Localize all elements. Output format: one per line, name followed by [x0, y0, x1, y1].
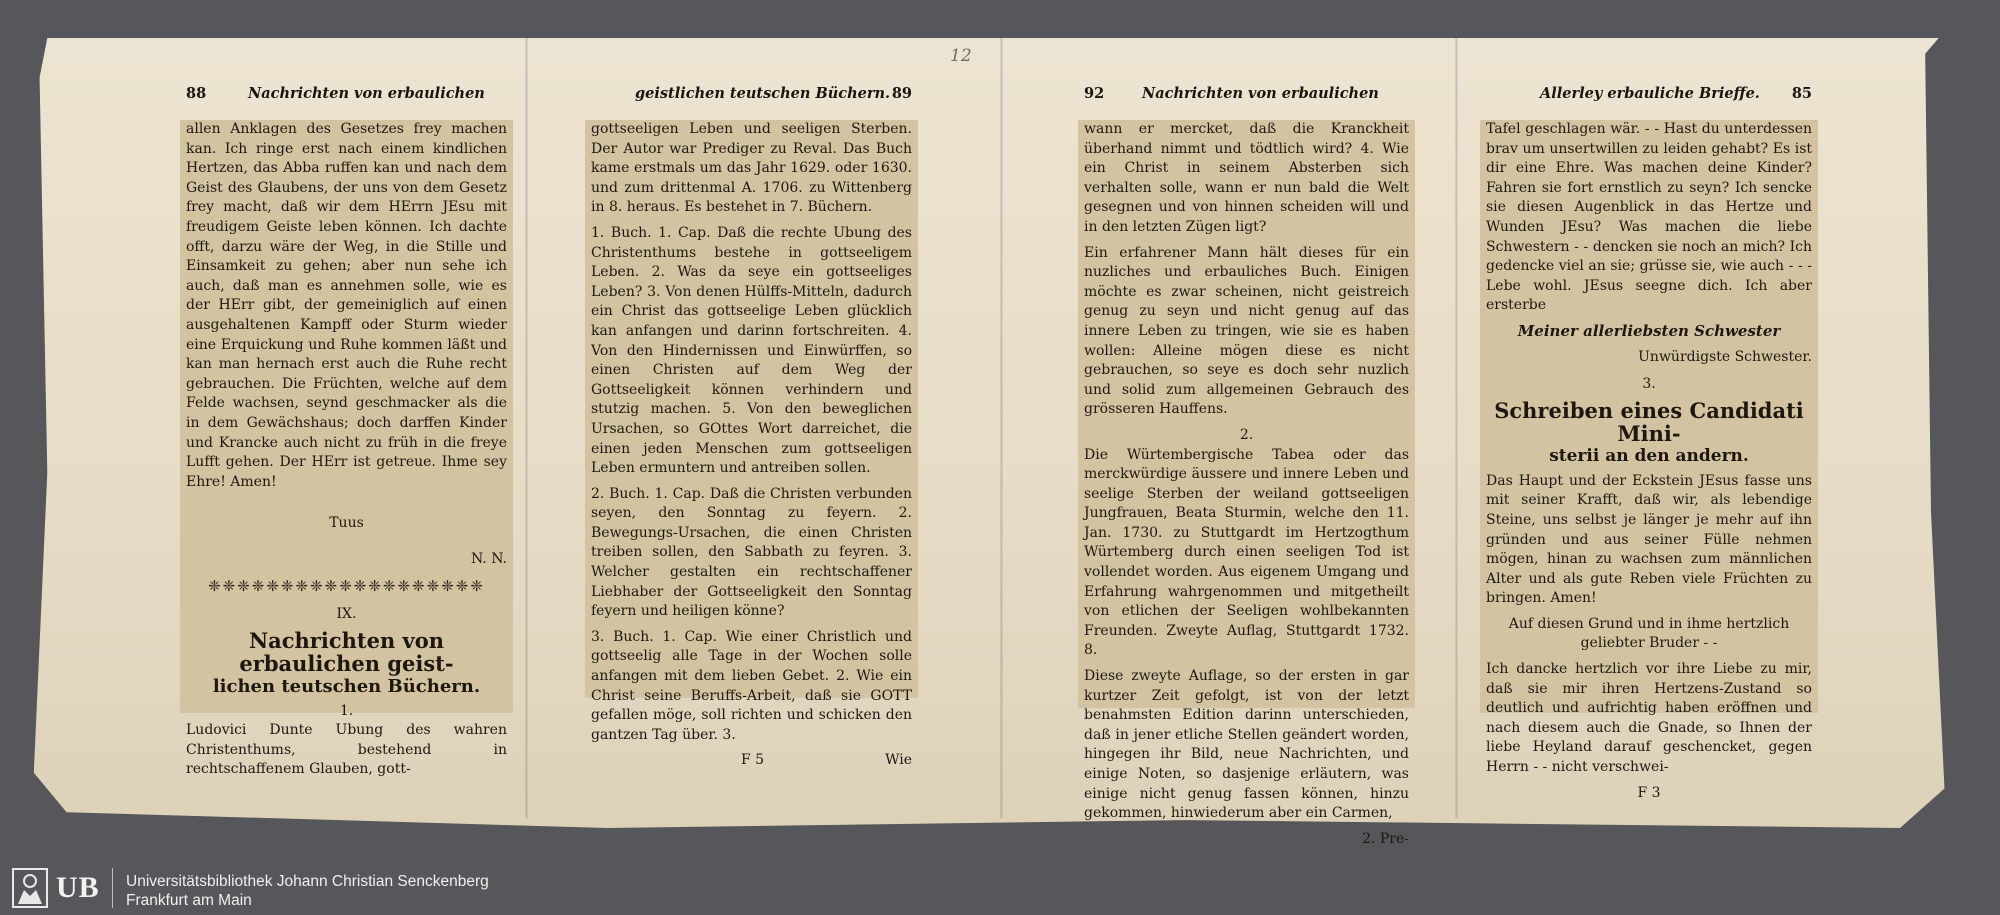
paragraph: wann er mercket, daß die Kranckheit überhand nimmt und tödtlich wird? 4. Wie ein Christ in seinem Absterben sich verhalten solle, wann er nun bald die Welt gesegnen und von hinnen scheiden will und in den letzten Zügen ligt?: [1084, 121, 1409, 235]
page-89: [585, 85, 918, 769]
section-number: IX.: [336, 606, 357, 623]
fold-line: [525, 38, 528, 818]
address-line: Auf diesen Grund und in ihme hertzlich: [1508, 615, 1790, 632]
heading-line: sterii an den andern.: [1549, 445, 1749, 466]
institution-name: [126, 872, 489, 910]
paragraph: allen Anklagen des Gesetzes frey machen kan. Ich ringe erst nach einem kindlichen Hertzen, das Abba ruffen kan und nach dem Geist des Glaubens, der uns von dem Gesetz frey macht, daß wir dem HErrn JEsu mit freudigem Geiste leben können. Ich dachte offt, darzu wäre der Weg, in die Stille und Einsamkeit zu gehen; aber nun sehe ich auch, daß man es annehmen solle, wie es der HErr gibt, der gemeiniglich auf einen ausgehaltenen Kampff oder Sturm wieder eine Erquickung und Ruhe kommen läßt und kan man hernach erst auch die Ruhe recht gebrauchen. Die Früchten, welche auf dem Felde wachsen, seynd geschmacker als die in dem Gewächshaus; doch darffen Kinder und Krancke auch nicht zu früh in die freye Lufft gehen. Der HErr ist getreue. Ihme sey Ehre! Amen!: [186, 121, 507, 490]
paragraph: Die Würtembergische Tabea oder das merckwürdige äussere und innere Leben und seelige Sterben der weiland gottseeligen Jungfrauen, Beata Sturmin, welche den 11. Jan. 1730. zu Stuttgardt im Hertzogthum Würtemberg durch einen seeligen Tod ist vollendet worden. Aus eigenem Umgang und Erfahrung wahrgenommen und mitgetheilt von etlichen der Seeligen wohlbekannten Freunden. Zweyte Auflag, Stuttgardt 1732. 8.: [1084, 446, 1409, 659]
library-emblem-icon: [12, 868, 48, 908]
library-logo: [12, 868, 113, 908]
institution-line: Universitätsbibliothek Johann Christian Senckenberg: [126, 873, 489, 890]
salutation: Meiner allerliebsten Schwester: [1517, 321, 1781, 340]
running-head: [1078, 84, 1415, 106]
running-title: Allerley erbauliche Brieffe.: [1540, 85, 1760, 102]
running-title: geistlichen teutschen Büchern.: [635, 85, 891, 102]
ornament-rule: ❈❈❈❈❈❈❈❈❈❈❈❈❈❈❈❈❈❈❈: [208, 577, 485, 596]
page-foot: [591, 751, 912, 771]
paragraph: Tafel geschlagen wär. - - Hast du unterdessen brav um unsertwillen zu leiden gehabt? Es ist dir eine Ehre. Was machen deine Kinder? Fahren sie fort ernstlich zu seyn? Ich sencke sie diesen Augenblick in das Hertze und Wunden JEsu? Was machen die liebe Schwestern - - dencken sie noch an mich? Ich gedencke viel an sie; grüsse sie, wie auch - - - Lebe wohl. JEsus seegne dich. Ich aber ersterbe: [1486, 121, 1812, 314]
paragraph: 1. Buch. 1. Cap. Daß die rechte Ubung des Christenthums bestehe in gottseeligem Leben. 2. Was da seye ein gottseeliges Leben? 3. Von denen Hülffs-Mitteln, dadurch ein Christ das gottseelige Leben glücklich kan anfangen und darinn fortschreiten. 4. Von den Hindernissen und Einwürffen, so einen Christen auf dem Weg der Gottseeligkeit können verhindern und stutzig machen. 5. Von den beweglichen Ursachen, so GOttes Wort darreichet, die einen jeden Menschen zum gottseeligen Leben ermuntern und antreiben sollen.: [591, 224, 912, 477]
signature-mark: F 5: [741, 752, 765, 769]
heading-line: Schreiben eines Candidati Mini-: [1494, 397, 1804, 446]
catchword: Wie: [885, 752, 912, 769]
paragraph: 2. Buch. 1. Cap. Daß die Christen verbunden seyen, den Sonntag zu feyern. 2. Bewegungs-Ursachen, die einen Christen treiben sollen, den Sabbath zu feyren. 3. Welcher gestalten ein rechtschaffener Liebhaber der Gottseeligkeit den Sonntag feyern und heiligen könne?: [591, 485, 912, 620]
paragraph: Diese zweyte Auflage, so der ersten in gar kurtzer Zeit gefolgt, ist von der letzt benahmsten Edition darinn unterschieden, daß in jener etliche Stellen geändert worden, hingegen ihr Bild, neue Nachrichten, und einige Noten, so dasjenige erläutern, was einige nicht genug fassen können, hinzu gekommen, hinwiederum aber ein Carmen,: [1084, 668, 1409, 822]
heading-line: lichen teutschen Büchern.: [212, 675, 481, 697]
signature-mark: F 3: [1637, 784, 1661, 801]
running-head: [1480, 84, 1818, 106]
page-85: [1480, 85, 1818, 801]
institution-line: Frankfurt am Main: [126, 892, 252, 909]
signature: N. N.: [470, 550, 507, 567]
paragraph: Ein erfahrener Mann hält dieses für ein nuzliches und erbauliches Buch. Einigen möchte es zwar scheinen, nicht geistreich genug zu seyn und nicht genug auf das innere Leben zu tringen, wie sie es haben wollen: Alleine mögen diese es nicht gebrauchen, so seye es doch sehr nuzlich und solid zum allgemeinen Gebrauch des grösseren Hauffens.: [1084, 244, 1409, 418]
catchword: 2. Pre-: [1362, 830, 1409, 847]
paragraph: Ich dancke hertzlich vor ihre Liebe zu mir, daß sie mir ihren Hertzens-Zustand so deutlich und aufrichtig haben eröffnen und nach diesem auch die Gnade, so Ihnen der liebe Heyland darauf geschencket, gegen Herrn - - nicht verschwei-: [1486, 661, 1812, 776]
fold-line: [1000, 38, 1003, 818]
item-number: 3.: [1642, 376, 1656, 393]
item-number: 2.: [1239, 426, 1254, 443]
page-88: [180, 85, 513, 778]
paragraph: 3. Buch. 1. Cap. Wie einer Christlich und gottseelig alle Tage in der Wochen solle anfangen mit dem lieben Gebet. 2. Wie ein Christ seine Beruffs-Arbeit, daß sie GOTT gefallen möge, soll richten und schicken den gantzen Tag über. 3.: [591, 628, 912, 743]
running-title: Nachrichten von erbaulichen: [1142, 85, 1379, 102]
logo-divider: [112, 868, 113, 908]
page-number: 92: [1084, 85, 1105, 102]
address-line: geliebter Bruder - -: [1580, 635, 1718, 652]
paragraph: Ludovici Dunte Ubung des wahren Christenthums, bestehend in rechtschaffenem Glauben, gott-: [186, 722, 507, 778]
page-92: [1078, 85, 1415, 847]
pencil-note: 12: [950, 46, 972, 66]
paragraph: gottseeligen Leben und seeligen Sterben. Der Autor war Prediger zu Reval. Das Buch kame erstmals um das Jahr 1629. oder 1630. und zum drittenmal A. 1706. zu Wittenberg in 8. heraus. Es bestehet in 7. Büchern.: [591, 121, 912, 216]
section-heading: [186, 629, 507, 698]
closing: Unwürdigste Schwester.: [1638, 348, 1812, 365]
section-heading: [1486, 399, 1812, 468]
running-head: [180, 84, 513, 106]
running-head: [585, 84, 918, 106]
fold-line: [1455, 38, 1458, 818]
closing: Tuus: [329, 515, 364, 532]
page-number: 85: [1791, 85, 1812, 102]
page-number: 89: [891, 85, 912, 102]
logo-text: UB: [56, 871, 100, 904]
paragraph: Das Haupt und der Eckstein JEsus fasse uns mit seiner Krafft, daß wir, als lebendige Steine, uns selbst je länger je mehr auf ihn gründen und aus seiner Fülle nehmen mögen, hinan zu wachsen zum männlichen Alter und als gute Reben viele Früchten zu bringen. Amen!: [1486, 472, 1812, 607]
running-title: Nachrichten von erbaulichen: [248, 85, 485, 102]
heading-line: Nachrichten von erbaulichen geist-: [239, 627, 454, 676]
item-number: 1.: [339, 702, 354, 719]
page-number: 88: [186, 85, 207, 102]
